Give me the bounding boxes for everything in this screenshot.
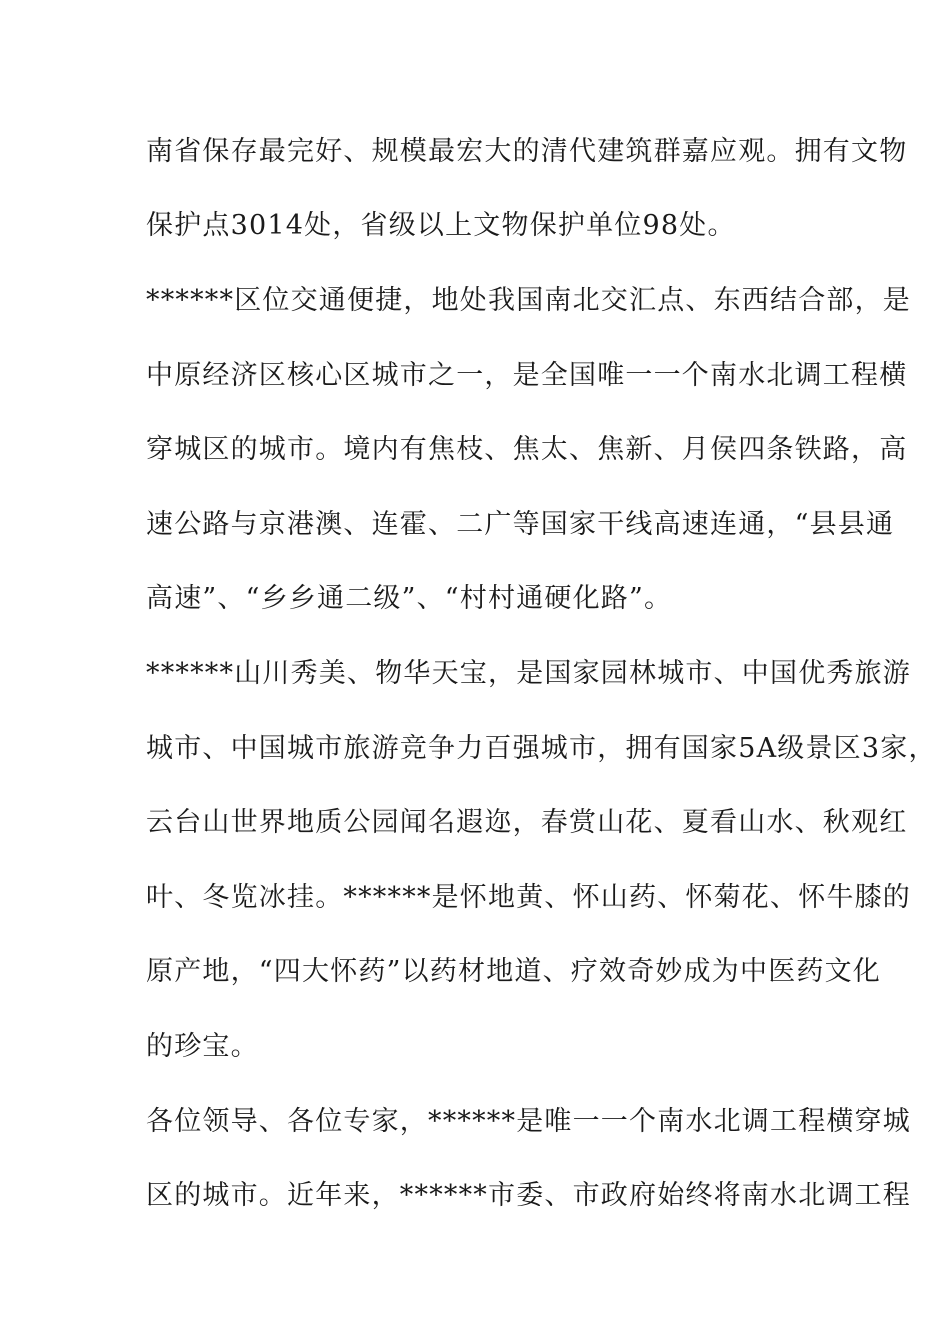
- text-line: 各位领导、各位专家，******是唯一一个南水北调工程横穿城: [146, 1106, 911, 1137]
- text-line: 叶、冬览冰挂。******是怀地黄、怀山药、怀菊花、怀牛膝的: [146, 882, 911, 913]
- text-line: 速公路与京港澳、连霍、二广等国家干线高速连通，“县县通: [146, 509, 895, 540]
- text-line: 云台山世界地质公园闻名遐迩，春赏山花、夏看山水、秋观红: [146, 807, 908, 838]
- text-line: ******山川秀美、物华天宝，是国家园林城市、中国优秀旅游: [146, 658, 911, 689]
- text-line: ******区位交通便捷，地处我国南北交汇点、东西结合部，是: [146, 285, 911, 316]
- text-line: 穿城区的城市。境内有焦枝、焦太、焦新、月侯四条铁路，高: [146, 434, 908, 465]
- text-line: 城市、中国城市旅游竞争力百强城市，拥有国家5A级景区3家，: [146, 733, 937, 764]
- text-line: 区的城市。近年来，******市委、市政府始终将南水北调工程: [146, 1180, 911, 1211]
- text-line: 原产地，“四大怀药”以药材地道、疗效奇妙成为中医药文化: [146, 956, 882, 987]
- text-line: 保护点3014处，省级以上文物保护单位98处。: [146, 210, 736, 241]
- text-line: 的珍宝。: [146, 1031, 259, 1062]
- text-line: 南省保存最完好、规模最宏大的清代建筑群嘉应观。拥有文物: [146, 136, 908, 167]
- text-line: 高速”、“乡乡通二级”、“村村通硬化路”。: [146, 583, 673, 614]
- text-line: 中原经济区核心区城市之一，是全国唯一一个南水北调工程横: [146, 360, 908, 391]
